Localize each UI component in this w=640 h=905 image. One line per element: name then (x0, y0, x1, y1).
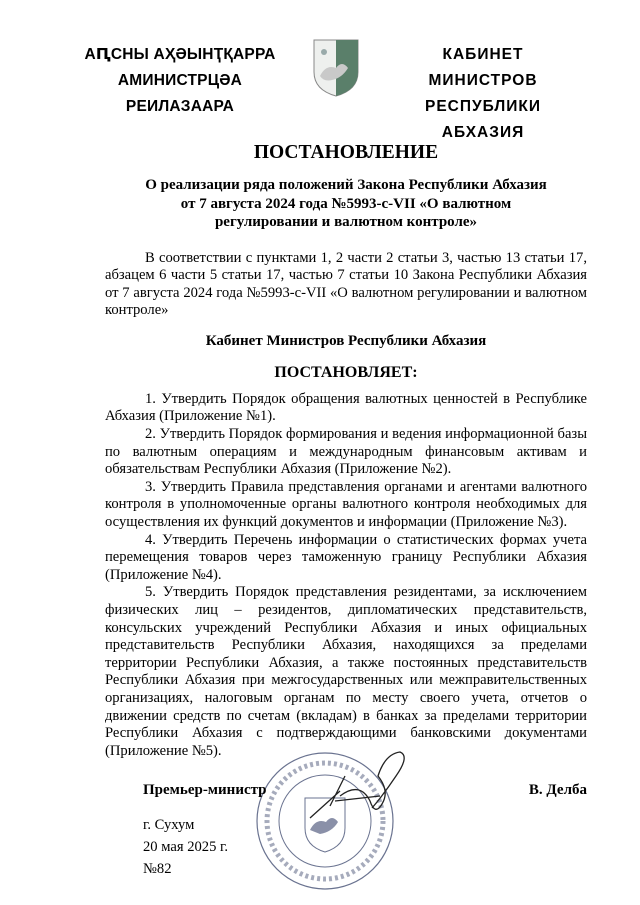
subtitle-line: регулировании и валютном контроле» (214, 214, 478, 230)
coat-of-arms-icon (312, 38, 360, 98)
date: 20 мая 2025 г. (143, 839, 229, 856)
decree-word: ПОСТАНОВЛЯЕТ: (274, 363, 418, 381)
signatory-position: Премьер-министр (143, 782, 267, 799)
header-left-line: АМИНИСТРЦӘА РЕИЛАЗААРА (117, 72, 243, 115)
place: г. Сухум (143, 817, 195, 834)
header-right-line: РЕСПУБЛИКИ АБХАЗИЯ (424, 98, 542, 141)
decree-item: 5. Утвердить Порядок представления резидентами, за исключением физических лиц – резидентов, дипломатических представительств, консульских учреждений Республики Абхазия и иных официальных представительств Республики Абхазия, находящихся за пределами территории Республики Абхазия, а также постоянных представительств Республики Абхазия при межгосударственных или межправительственных организациях, налоговым органам по месту своего учета, отчетов о движении средств по счетам (вкладам) в банках за пределами территории Республики Абхазия с подтверждающими банковскими документами (Приложение №5). (105, 584, 587, 759)
document-number: №82 (143, 861, 172, 878)
header-right-line: КАБИНЕТ МИНИСТРОВ (428, 46, 538, 89)
preamble: В соответствии с пунктами 1, 2 части 2 статьи 3, частью 13 статьи 17, абзацем 6 части 5 статьи 17, частью 7 статьи 10 Закона Республики Абхазия от 7 августа 2024 года №5993-с-VII «О валютном регулировании и валютном контроле» (105, 249, 587, 319)
header-left-org (70, 42, 290, 120)
decree-item: 2. Утвердить Порядок формирования и ведения информационной базы по валютным операциям и международным финансовым активам и обязательствам Республики Абхазия (Приложение №2). (105, 426, 587, 478)
decree-items (105, 391, 587, 760)
header-right-org (388, 42, 578, 146)
signature-row (143, 782, 587, 806)
document-title: ПОСТАНОВЛЕНИЕ (253, 142, 439, 163)
document-subtitle (105, 176, 587, 232)
subtitle-line: О реализации ряда положений Закона Республики Абхазия (145, 177, 547, 193)
subtitle-line: от 7 августа 2024 года №5993-с-VII «О валютном (180, 195, 512, 212)
authority: Кабинет Министров Республики Абхазия (205, 332, 487, 349)
decree-item: 1. Утвердить Порядок обращения валютных ценностей в Республике Абхазия (Приложение №1). (105, 390, 587, 425)
decree-item: 3. Утвердить Правила представления органами и агентами валютного контроля в уполномоченные органы валютного контроля необходимых для осуществления их функций документов и информации (Приложение №3). (105, 478, 587, 531)
preamble-block (105, 250, 587, 320)
signatory-name: В. Делба (528, 782, 587, 799)
header-left-line: АԤСНЫ АҲӘЫНҬҚАРРА (84, 46, 276, 63)
document-body (105, 141, 587, 880)
handwritten-signature (300, 746, 420, 826)
decree-item: 4. Утвердить Перечень информации о статистических формах учета перемещения товаров через таможенную границу Республики Абхазия (Приложение №4). (105, 531, 587, 583)
